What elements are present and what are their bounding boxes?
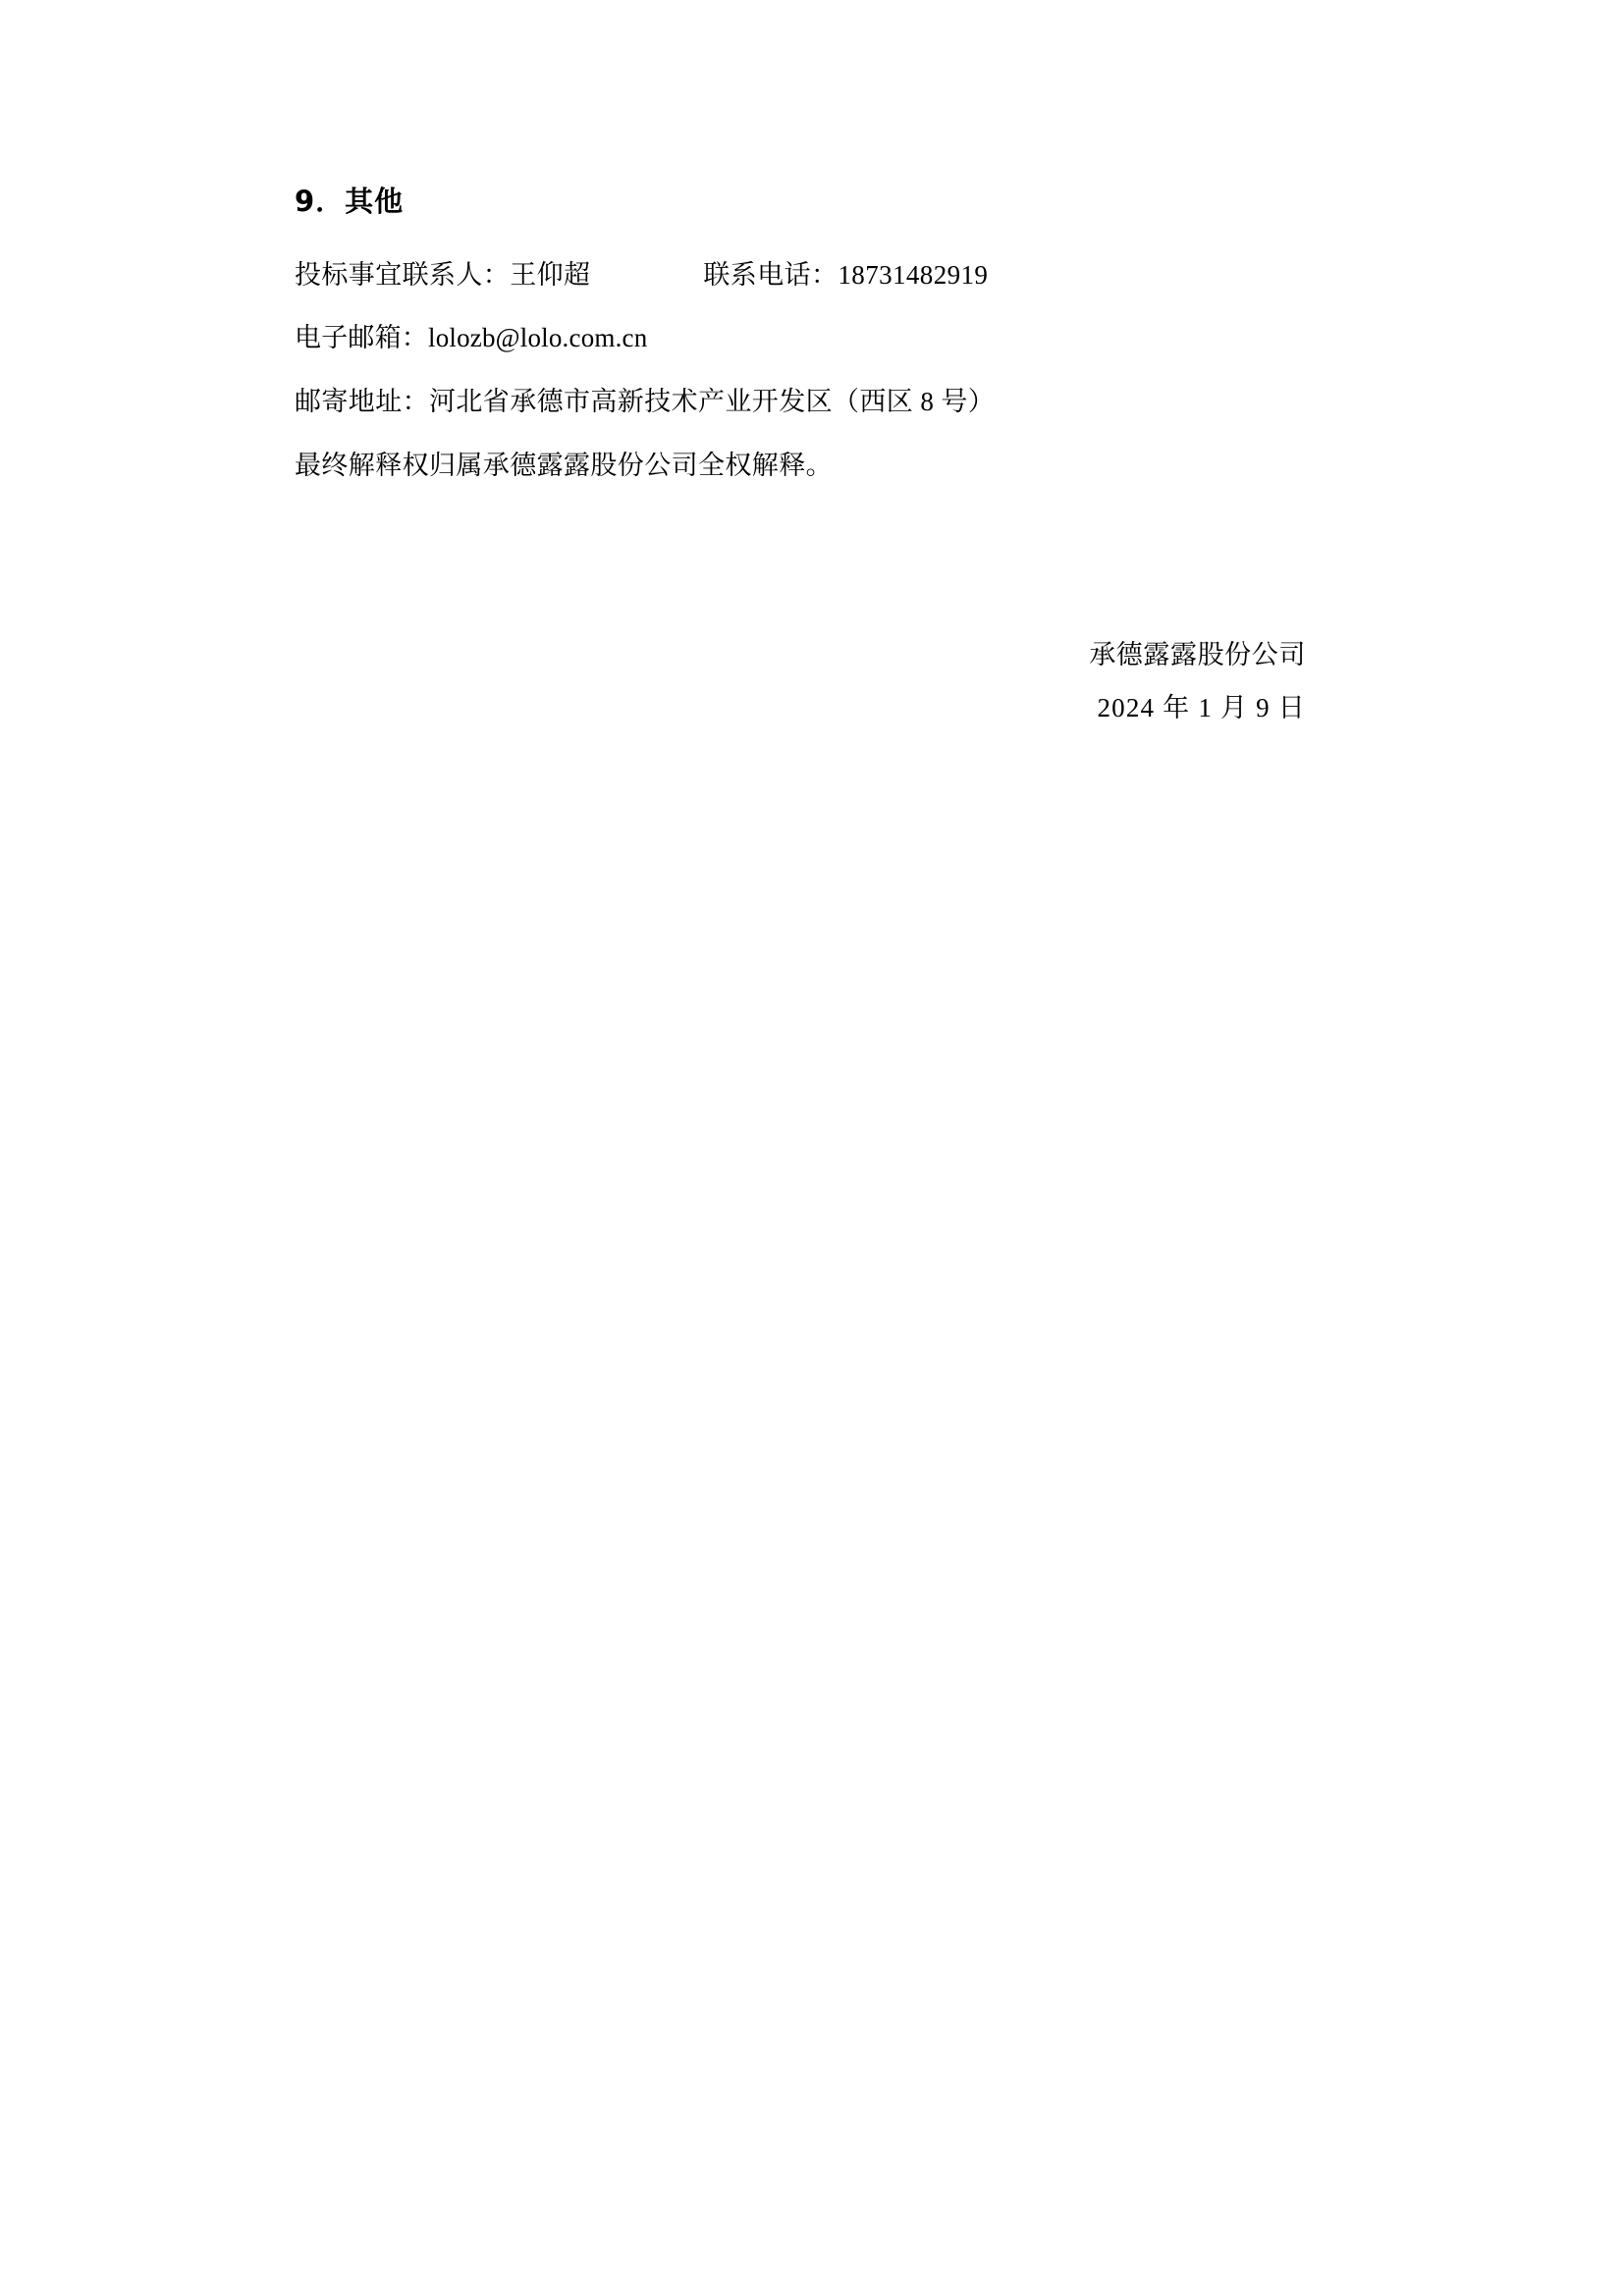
interpretation-rights-line: 最终解释权归属承德露露股份公司全权解释。 — [295, 450, 833, 480]
contact-line — [295, 249, 1335, 301]
signature-company: 承德露露股份公司 — [1089, 640, 1306, 669]
signature-block — [295, 628, 1335, 734]
document-body — [295, 182, 1335, 503]
contact-line-spacer — [590, 249, 703, 301]
mailing-address-line: 邮寄地址：河北省承德市高新技术产业开发区（西区 8 号） — [295, 386, 996, 416]
contact-phone-text: 联系电话：18731482919 — [703, 259, 989, 290]
contact-person-text: 投标事宜联系人：王仰超 — [295, 259, 591, 290]
section-heading-other: 9．其他 — [295, 185, 405, 218]
contact-email-line: 电子邮箱：lolozb@lolo.com.cn — [295, 323, 648, 353]
signature-date: 2024 年 1 月 9 日 — [1097, 693, 1306, 722]
